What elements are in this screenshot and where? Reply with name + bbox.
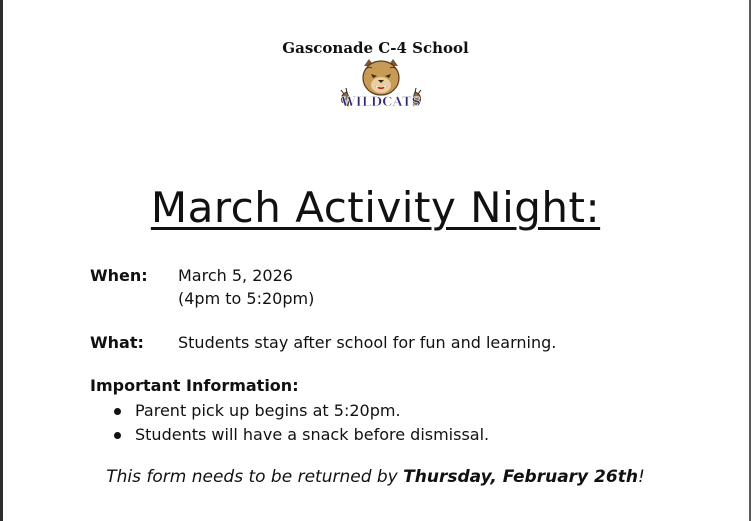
when-time: (4pm to 5:20pm) (178, 289, 315, 308)
bullet-icon (114, 408, 121, 415)
bullet-icon (114, 432, 121, 439)
list-item (114, 423, 489, 447)
important-info-list (114, 399, 489, 447)
wildcat-head-icon (363, 59, 399, 95)
when-label: When: (90, 266, 148, 285)
list-item-text: Parent pick up begins at 5:20pm. (135, 401, 401, 420)
list-item-text: Students will have a snack before dismissal. (135, 425, 490, 444)
logo-text: WILDCATS (341, 95, 421, 110)
return-deadline: Thursday, February 26th (403, 467, 638, 487)
important-info-heading: Important Information: (90, 376, 299, 395)
return-notice-lead: This form needs to be returned by (106, 467, 404, 487)
return-notice-tail: ! (637, 467, 645, 487)
page-title: March Activity Night: (150, 183, 601, 232)
wildcats-logo (338, 58, 424, 116)
when-date: March 5, 2026 (178, 266, 293, 285)
list-item (114, 399, 489, 423)
return-notice (0, 467, 751, 487)
what-text: Students stay after school for fun and learning. (178, 333, 557, 352)
page-edge-left (0, 0, 3, 521)
school-name: Gasconade C-4 School (282, 39, 469, 57)
what-label: What: (90, 333, 144, 352)
